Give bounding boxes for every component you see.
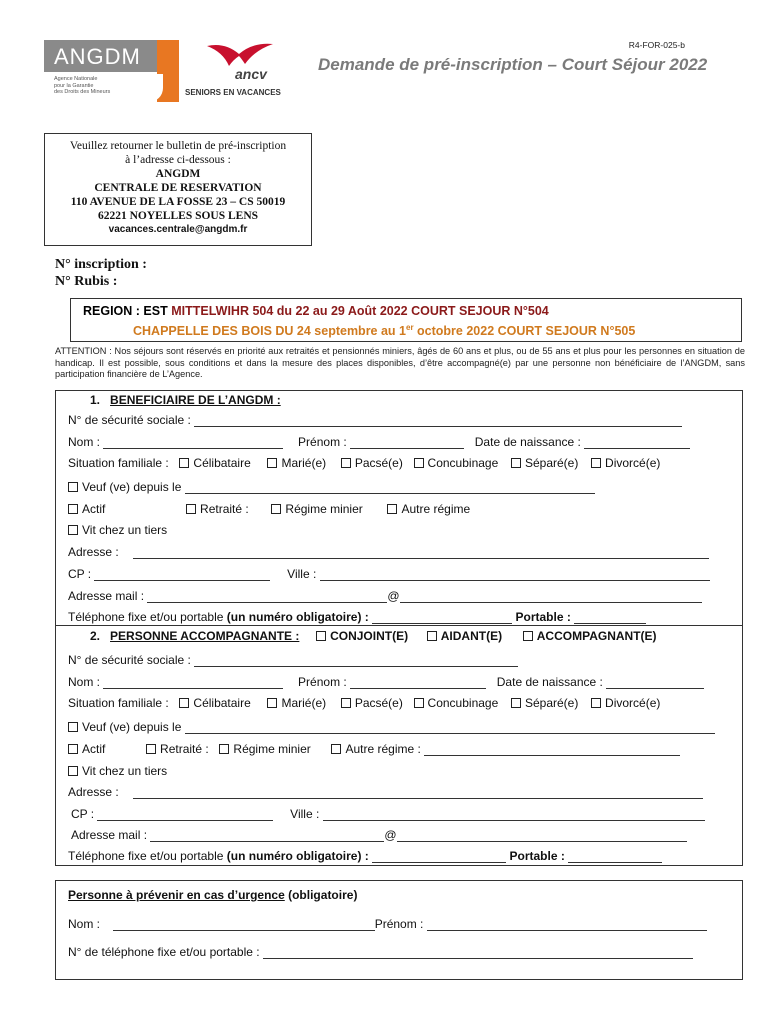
option-label: Divorcé(e) bbox=[605, 696, 661, 710]
prenom-field[interactable] bbox=[427, 920, 707, 931]
mail-user-field[interactable] bbox=[150, 831, 384, 842]
mail-domain-field[interactable] bbox=[397, 831, 687, 842]
option-label: Séparé(e) bbox=[524, 696, 579, 710]
angdm-logo-name: ANGDM bbox=[44, 40, 176, 72]
checkbox-tiers[interactable] bbox=[68, 525, 78, 535]
tel-label: N° de téléphone fixe et/ou portable : bbox=[68, 945, 260, 959]
ancv-logo-slogan: SENIORS EN VACANCES bbox=[185, 88, 281, 97]
checkbox-tiers[interactable] bbox=[68, 766, 78, 776]
region-box bbox=[70, 298, 742, 342]
portable-field[interactable] bbox=[568, 852, 662, 863]
tiers-label: Vit chez un tiers bbox=[82, 523, 168, 537]
page-title: Demande de pré-inscription – Court Séjour 2022 bbox=[318, 55, 708, 74]
retraite-label: Retraité : bbox=[200, 502, 249, 516]
cp-label: CP : bbox=[68, 567, 92, 581]
checkbox-marie[interactable] bbox=[267, 458, 277, 468]
birthdate-label: Date de naissance : bbox=[496, 675, 603, 689]
option-label: Marié(e) bbox=[281, 696, 327, 710]
tel-required-note: (un numéro obligatoire) : bbox=[226, 610, 369, 624]
veuf-date-field[interactable] bbox=[185, 483, 595, 494]
family-row bbox=[68, 456, 660, 470]
checkbox-marie[interactable] bbox=[267, 698, 277, 708]
checkbox-autre-regime[interactable] bbox=[331, 744, 341, 754]
tiers-label: Vit chez un tiers bbox=[82, 764, 168, 778]
nom-label: Nom : bbox=[68, 675, 101, 689]
actif-label: Actif bbox=[82, 502, 106, 516]
beneficiary-section bbox=[55, 390, 743, 626]
angdm-sub-line: Agence Nationale bbox=[54, 76, 98, 82]
checkbox-autre-regime[interactable] bbox=[387, 504, 397, 514]
address-row bbox=[68, 545, 709, 559]
choice-label: ACCOMPAGNANT(E) bbox=[536, 629, 657, 643]
secu-row bbox=[68, 413, 682, 427]
address-row bbox=[68, 785, 703, 799]
option-label: Pacsé(e) bbox=[354, 456, 403, 470]
nom-field[interactable] bbox=[103, 678, 283, 689]
attention-notice: ATTENTION : Nos séjours sont réservés en priorité aux retraités et pensionnés miniers, âgés de 60 ans et plus, ou de 55 ans et plus pour les personnes en situation de handicap. Il est possible, sous conditions et dans la mesure des places disponibles, d’être accompagné(e) par une personne non bénéficiaire de l’ANGDM, sans participation financière de L’Agence. bbox=[55, 346, 745, 379]
option-label: Séparé(e) bbox=[524, 456, 579, 470]
adresse-field[interactable] bbox=[133, 788, 703, 799]
angdm-sub-line: pour la Garantie bbox=[54, 82, 94, 89]
autre-regime-label: Autre régime bbox=[401, 502, 471, 516]
secu-label: N° de sécurité sociale : bbox=[68, 653, 191, 667]
mail-domain-field[interactable] bbox=[400, 592, 702, 603]
checkbox-conjoint[interactable] bbox=[316, 631, 326, 641]
ville-field[interactable] bbox=[323, 810, 705, 821]
emergency-header bbox=[68, 888, 357, 902]
ville-field[interactable] bbox=[320, 570, 710, 581]
identity-row bbox=[68, 675, 704, 689]
section-title: PERSONNE ACCOMPAGNANTE : bbox=[110, 629, 300, 643]
emergency-contact-section bbox=[55, 880, 743, 980]
emergency-name-row bbox=[68, 917, 707, 931]
choice-label: CONJOINT(E) bbox=[330, 629, 409, 643]
checkbox-divorce[interactable] bbox=[591, 698, 601, 708]
checkbox-separe[interactable] bbox=[511, 698, 521, 708]
nom-field[interactable] bbox=[113, 920, 375, 931]
option-label: Marié(e) bbox=[281, 456, 327, 470]
adresse-field[interactable] bbox=[133, 548, 709, 559]
stay-505-start: CHAPPELLE DES BOIS DU 24 septembre au 1 bbox=[133, 324, 406, 339]
option-label: Célibataire bbox=[193, 456, 251, 470]
section-number: 2. bbox=[90, 629, 101, 643]
status-row bbox=[68, 502, 470, 516]
prenom-field[interactable] bbox=[350, 438, 464, 449]
secu-row bbox=[68, 653, 518, 667]
phone-row bbox=[68, 849, 662, 863]
prenom-field[interactable] bbox=[350, 678, 486, 689]
address-street: 110 AVENUE DE LA FOSSE 23 – CS 50019 bbox=[70, 196, 286, 208]
adresse-label: Adresse : bbox=[68, 545, 119, 559]
secu-label: N° de sécurité sociale : bbox=[68, 413, 191, 427]
secu-field[interactable] bbox=[194, 416, 682, 427]
rubis-number-label: N° Rubis : bbox=[55, 274, 118, 289]
city-row bbox=[71, 807, 705, 821]
address-dept: CENTRALE DE RESERVATION bbox=[94, 182, 262, 194]
tel-field[interactable] bbox=[372, 852, 506, 863]
address-org: ANGDM bbox=[155, 168, 201, 180]
autre-regime-label: Autre régime : bbox=[345, 742, 421, 756]
tiers-row bbox=[68, 523, 167, 537]
option-label: Concubinage bbox=[427, 696, 499, 710]
checkbox-veuf[interactable] bbox=[68, 482, 78, 492]
at-sign: @ bbox=[384, 828, 397, 842]
checkbox-retraite[interactable] bbox=[186, 504, 196, 514]
option-label: Pacsé(e) bbox=[354, 696, 403, 710]
family-label: Situation familiale : bbox=[68, 696, 169, 710]
prenom-label: Prénom : bbox=[298, 435, 347, 449]
birthdate-label: Date de naissance : bbox=[474, 435, 581, 449]
tel-required-note: (un numéro obligatoire) : bbox=[226, 849, 369, 863]
portable-label: Portable : bbox=[515, 610, 571, 624]
family-label: Situation familiale : bbox=[68, 456, 169, 470]
actif-label: Actif bbox=[82, 742, 106, 756]
ville-label: Ville : bbox=[290, 807, 320, 821]
adresse-label: Adresse : bbox=[68, 785, 119, 799]
veuf-label: Veuf (ve) depuis le bbox=[82, 720, 182, 734]
address-email: vacances.centrale@angdm.fr bbox=[108, 224, 248, 235]
cp-field[interactable] bbox=[94, 570, 270, 581]
angdm-sub-line: des Droits des Mineurs bbox=[54, 89, 111, 95]
checkbox-aidant[interactable] bbox=[427, 631, 437, 641]
prenom-label: Prénom : bbox=[298, 675, 347, 689]
document-reference: R4-FOR-025-b bbox=[628, 40, 685, 50]
autre-regime-field[interactable] bbox=[424, 745, 680, 756]
option-label: Célibataire bbox=[193, 696, 251, 710]
emergency-phone-row bbox=[68, 945, 693, 959]
region-line-2 bbox=[133, 323, 635, 338]
address-city: 62221 NOYELLES SOUS LENS bbox=[97, 210, 259, 222]
section-2-header bbox=[90, 629, 657, 643]
nom-label: Nom : bbox=[68, 435, 101, 449]
ville-label: Ville : bbox=[287, 567, 317, 581]
checkbox-retraite[interactable] bbox=[146, 744, 156, 754]
tel-field[interactable] bbox=[263, 948, 693, 959]
checkbox-regime-minier[interactable] bbox=[271, 504, 281, 514]
choice-label: AIDANT(E) bbox=[440, 629, 503, 643]
veuf-label: Veuf (ve) depuis le bbox=[82, 480, 182, 494]
family-row bbox=[68, 696, 660, 710]
section-1-header bbox=[90, 393, 281, 407]
prenom-label: Prénom : bbox=[374, 917, 424, 931]
stay-505-sup: er bbox=[406, 323, 414, 332]
identity-row bbox=[68, 435, 690, 449]
cp-field[interactable] bbox=[97, 810, 273, 821]
tel-label: Téléphone fixe et/ou portable bbox=[68, 849, 224, 863]
ancv-logo bbox=[185, 40, 295, 102]
checkbox-actif[interactable] bbox=[68, 744, 78, 754]
nom-label: Nom : bbox=[68, 917, 101, 931]
checkbox-actif[interactable] bbox=[68, 504, 78, 514]
tel-label: Téléphone fixe et/ou portable bbox=[68, 610, 224, 624]
regime-minier-label: Régime minier bbox=[285, 502, 363, 516]
city-row bbox=[68, 567, 710, 581]
secu-field[interactable] bbox=[194, 656, 518, 667]
retraite-label: Retraité : bbox=[160, 742, 209, 756]
checkbox-separe[interactable] bbox=[511, 458, 521, 468]
checkbox-pacse[interactable] bbox=[341, 458, 351, 468]
portable-field[interactable] bbox=[574, 613, 646, 624]
mail-user-field[interactable] bbox=[147, 592, 387, 603]
birthdate-field[interactable] bbox=[584, 438, 690, 449]
widow-row bbox=[68, 480, 595, 494]
checkbox-divorce[interactable] bbox=[591, 458, 601, 468]
regime-minier-label: Régime minier bbox=[233, 742, 311, 756]
tel-field[interactable] bbox=[372, 613, 512, 624]
checkbox-celibataire[interactable] bbox=[179, 698, 189, 708]
angdm-logo bbox=[44, 40, 179, 102]
return-address-box bbox=[44, 133, 312, 246]
checkbox-pacse[interactable] bbox=[341, 698, 351, 708]
option-label: Divorcé(e) bbox=[605, 456, 661, 470]
phone-row bbox=[68, 610, 646, 624]
checkbox-accompagnant[interactable] bbox=[523, 631, 533, 641]
checkbox-veuf[interactable] bbox=[68, 722, 78, 732]
address-intro: à l’adresse ci-dessous : bbox=[125, 154, 231, 166]
status-row bbox=[68, 742, 680, 756]
nom-field[interactable] bbox=[103, 438, 283, 449]
address-intro: Veuillez retourner le bulletin de pré-inscription bbox=[69, 140, 287, 152]
ancv-logo-name: ancv bbox=[235, 66, 267, 82]
checkbox-regime-minier[interactable] bbox=[219, 744, 229, 754]
cp-label: CP : bbox=[71, 807, 95, 821]
checkbox-concubinage[interactable] bbox=[414, 698, 424, 708]
checkbox-concubinage[interactable] bbox=[414, 458, 424, 468]
emergency-required-note: (obligatoire) bbox=[288, 888, 358, 902]
stay-505-end: octobre 2022 COURT SEJOUR N°505 bbox=[413, 324, 636, 339]
section-number: 1. bbox=[90, 393, 101, 407]
checkbox-celibataire[interactable] bbox=[179, 458, 189, 468]
mail-row bbox=[68, 589, 702, 603]
inscription-block bbox=[55, 256, 147, 290]
widow-row bbox=[68, 720, 715, 734]
section-title: BENEFICIAIRE DE L’ANGDM : bbox=[110, 393, 281, 407]
region-line-1 bbox=[83, 304, 549, 318]
at-sign: @ bbox=[387, 589, 400, 603]
portable-label: Portable : bbox=[509, 849, 565, 863]
mail-label: Adresse mail : bbox=[71, 828, 148, 842]
angdm-logo-subtitle bbox=[54, 76, 110, 96]
mail-label: Adresse mail : bbox=[68, 589, 145, 603]
stay-504: MITTELWIHR 504 du 22 au 29 Août 2022 COURT SEJOUR N°504 bbox=[171, 304, 549, 318]
veuf-date-field[interactable] bbox=[185, 723, 715, 734]
option-label: Concubinage bbox=[427, 456, 499, 470]
companion-section bbox=[55, 626, 743, 866]
birthdate-field[interactable] bbox=[606, 678, 704, 689]
region-label: REGION : EST bbox=[83, 304, 168, 318]
angdm-logo-accent bbox=[157, 40, 179, 102]
emergency-title: Personne à prévenir en cas d’urgence bbox=[68, 888, 285, 902]
inscription-number-label: N° inscription : bbox=[55, 257, 147, 272]
tiers-row bbox=[68, 764, 167, 778]
mail-row bbox=[71, 828, 687, 842]
